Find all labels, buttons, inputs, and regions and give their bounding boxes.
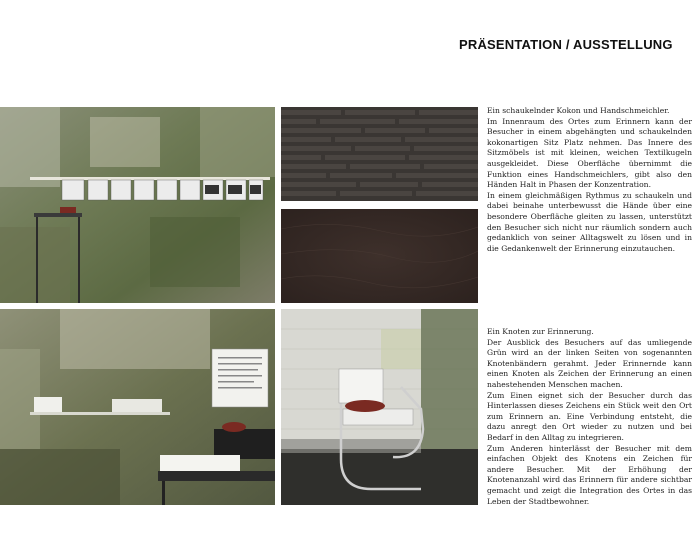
text-paragraph: In einem gleichmäßigen Rythmus zu schaukeln und dabei beinahe unterbewusst die Hände über eine besondere Oberfläche gleiten zu lassen, unterstützt den Besucher sich nicht nur räumlich sondern auch gedanklich von seiner Alltagswelt zu lösen und in die Gedankenwelt der Erinnerung einzutauchen. <box>487 190 692 253</box>
kokon-description <box>487 106 692 254</box>
text-line: Ein schaukelnder Kokon und Handschmeichler. <box>487 106 670 115</box>
text-line: Ein Knoten zur Erinnerung. <box>487 327 594 336</box>
text-paragraph: Zum Einen eignet sich der Besucher durch das Hinterlassen dieses Zeichens ein Stück weit den Ort zum Erinnern an. Eine Verbindung entsteht, die dazu anregt den Ort wieder zu nutzen und bei Bedarf in den Alltag zu integrieren. <box>487 390 692 442</box>
leather-texture-photo <box>281 209 478 303</box>
page-title: PRÄSENTATION / AUSSTELLUNG <box>459 37 673 52</box>
chair-knot-photo <box>281 309 478 505</box>
brick-texture-photo <box>281 107 478 201</box>
knoten-description <box>487 327 692 507</box>
text-paragraph: Zum Anderen hinterlässt der Besucher mit dem einfachen Objekt des Knotens ein Zeichen für andere Besucher. Mit der Erhöhung der Knotenanzahl wird das Erinnern für andere sichtbar gemacht und zeigt die Integration des Ortes in das Leben der Stadtbewohner. <box>487 443 692 506</box>
text-paragraph: Der Ausblick des Besuchers auf das umliegende Grün wird an der linken Seiten von sogenannten Knotenbändern gerahmt. Jeder Erinnernde kann einen Knoten als Zeichen der Erinnerung an einen nahestehenden Menschen machen. <box>487 337 692 389</box>
wall-shelf-cards-photo <box>0 107 275 303</box>
text-paragraph: Im Innenraum des Ortes zum Erinnern kann der Besucher in einem abgehängten und schaukelnden kokonartigen Sitz Platz nehmen. Das Innere des Sitzmöbels ist mit kleinen, weichen Textilkugeln ausgekleidet. Diese Oberfläche übernimmt die Funktion eines Handschmeichlers, gibt also den Händen Halt in Phasen der Konzentration. <box>487 116 692 190</box>
wall-shelf-sign-photo <box>0 309 275 505</box>
